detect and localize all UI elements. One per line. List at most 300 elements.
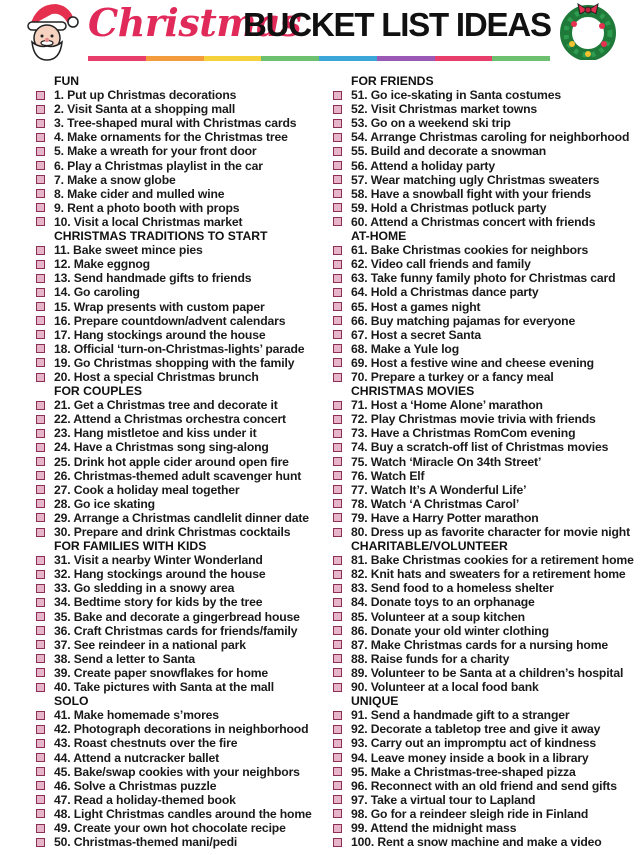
list-item-text: 83. Send food to a homeless shelter: [351, 581, 554, 596]
list-item: [333, 497, 633, 511]
checkbox[interactable]: [36, 119, 45, 128]
list-item-text: 33. Go sledding in a snowy area: [54, 581, 235, 596]
list-item: [36, 553, 336, 567]
list-item-text: 36. Craft Christmas cards for friends/family: [54, 623, 298, 638]
section-heading: FOR COUPLES: [54, 384, 143, 399]
list-item: [36, 666, 336, 680]
checkbox[interactable]: [333, 217, 342, 226]
list-item-text: 50. Christmas-themed mani/pedi: [54, 835, 238, 850]
list-item-text: 5. Make a wreath for your front door: [54, 144, 257, 159]
list-item-text: 53. Go on a weekend ski trip: [351, 116, 511, 131]
list-item-text: 67. Host a secret Santa: [351, 327, 481, 342]
list-item-text: 41. Make homemade s’mores: [54, 708, 219, 723]
list-item-text: 16. Prepare countdown/advent calendars: [54, 313, 286, 328]
checkbox[interactable]: [36, 471, 45, 480]
list-item-text: 80. Dress up as favorite character for movie night: [351, 525, 631, 539]
list-item-text: 58. Have a snowball fight with your friends: [351, 186, 592, 201]
section-heading: FUN: [54, 74, 80, 88]
list-item-text: 22. Attend a Christmas orchestra concert: [54, 412, 286, 427]
checkbox[interactable]: [333, 584, 342, 593]
list-item-text: 15. Wrap presents with custom paper: [54, 299, 265, 314]
list-item-text: 45. Bake/swap cookies with your neighbors: [54, 764, 300, 779]
list-item: [333, 793, 633, 807]
list-item-text: 1. Put up Christmas decorations: [54, 88, 237, 103]
list-item: [333, 525, 633, 539]
list-item-text: 3. Tree-shaped mural with Christmas cards: [54, 116, 297, 131]
checkbox[interactable]: [333, 838, 342, 847]
list-item: [333, 736, 633, 750]
list-item-text: 30. Prepare and drink Christmas cocktails: [54, 525, 291, 539]
list-item-text: 64. Hold a Christmas dance party: [351, 285, 539, 300]
checkbox[interactable]: [333, 330, 342, 339]
list-item: [333, 426, 633, 440]
checkbox[interactable]: [333, 725, 342, 734]
list-item-text: 99. Attend the midnight mass: [351, 820, 517, 835]
checkbox[interactable]: [36, 598, 45, 607]
list-item-text: 87. Make Christmas cards for a nursing home: [351, 637, 609, 652]
list-item-text: 62. Video call friends and family: [351, 257, 531, 272]
color-bar-segment: [435, 56, 493, 61]
list-item-text: 18. Official ‘turn-on-Christmas-lights’ parade: [54, 341, 305, 356]
checkbox[interactable]: [333, 499, 342, 508]
list-item-text: 25. Drink hot apple cider around open fire: [54, 454, 289, 469]
checkbox[interactable]: [333, 373, 342, 382]
list-item: [333, 88, 633, 102]
page-title: BUCKET LIST IDEAS: [243, 6, 551, 43]
list-item: [333, 595, 633, 609]
list-item: [36, 159, 336, 173]
checkbox[interactable]: [36, 274, 45, 283]
checkbox[interactable]: [36, 711, 45, 720]
list-item-text: 86. Donate your old winter clothing: [351, 623, 549, 638]
list-item: [36, 779, 336, 793]
list-item: [333, 511, 633, 525]
checkbox[interactable]: [333, 513, 342, 522]
list-item: [333, 821, 633, 835]
list-item-text: 51. Go ice-skating in Santa costumes: [351, 88, 561, 103]
list-item-text: 13. Send handmade gifts to friends: [54, 271, 252, 286]
list-item: [333, 116, 633, 130]
list-item: [333, 483, 633, 497]
section-heading: FOR FRIENDS: [351, 74, 434, 88]
list-item-text: 42. Photograph decorations in neighborhood: [54, 722, 309, 737]
list-item: [36, 567, 336, 581]
checkbox[interactable]: [36, 147, 45, 156]
list-item: [333, 680, 633, 694]
list-item-text: 74. Buy a scratch-off list of Christmas movies: [351, 440, 609, 455]
checkbox[interactable]: [36, 246, 45, 255]
list-item-text: 20. Host a special Christmas brunch: [54, 369, 259, 384]
list-item: [36, 356, 336, 370]
checkbox[interactable]: [36, 91, 45, 100]
checkbox[interactable]: [36, 499, 45, 508]
checkbox[interactable]: [333, 443, 342, 452]
list-item: [36, 314, 336, 328]
checkbox[interactable]: [36, 654, 45, 663]
checkbox[interactable]: [333, 739, 342, 748]
color-bar-segment: [492, 56, 550, 61]
color-bar-segment: [146, 56, 204, 61]
list-item-text: 97. Take a virtual tour to Lapland: [351, 792, 536, 807]
list-item-text: 56. Attend a holiday party: [351, 158, 495, 173]
list-item-text: 76. Watch Elf: [351, 468, 425, 483]
checkbox[interactable]: [36, 330, 45, 339]
checkbox[interactable]: [36, 781, 45, 790]
list-item-text: 65. Host a games night: [351, 299, 481, 314]
list-item: [333, 666, 633, 680]
list-item-text: 7. Make a snow globe: [54, 172, 176, 187]
color-bar-segment: [88, 56, 146, 61]
list-item: [333, 708, 633, 722]
list-item: [333, 370, 633, 384]
list-item-text: 70. Prepare a turkey or a fancy meal: [351, 369, 554, 384]
right-column: [333, 74, 633, 849]
list-item: [333, 469, 633, 483]
list-item-text: 48. Light Christmas candles around the home: [54, 806, 312, 821]
section-heading: SOLO: [54, 694, 89, 709]
list-item: [333, 285, 633, 299]
checkbox[interactable]: [36, 443, 45, 452]
checkbox[interactable]: [333, 119, 342, 128]
list-item-text: 61. Bake Christmas cookies for neighbors: [351, 243, 589, 258]
list-item-text: 98. Go for a reindeer sleigh ride in Finland: [351, 806, 589, 821]
list-item: [333, 243, 633, 257]
checkbox[interactable]: [333, 753, 342, 762]
checkbox[interactable]: [36, 485, 45, 494]
list-item-text: 59. Hold a Christmas potluck party: [351, 200, 547, 215]
checkbox[interactable]: [36, 513, 45, 522]
list-item-text: 96. Reconnect with an old friend and send gifts: [351, 778, 617, 793]
list-item-text: 39. Create paper snowflakes for home: [54, 665, 269, 680]
checkbox[interactable]: [36, 668, 45, 677]
section-heading: CHARITABLE/VOLUNTEER: [351, 539, 508, 554]
list-item-text: 17. Hang stockings around the house: [54, 327, 266, 342]
list-item: [36, 300, 336, 314]
list-item: [36, 610, 336, 624]
checkbox[interactable]: [333, 288, 342, 297]
checkbox[interactable]: [36, 626, 45, 635]
checkbox[interactable]: [333, 274, 342, 283]
list-item: [36, 215, 336, 229]
list-item: [333, 412, 633, 426]
checkbox[interactable]: [36, 528, 45, 537]
list-item-text: 8. Make cider and mulled wine: [54, 186, 225, 201]
checkbox[interactable]: [333, 175, 342, 184]
checkbox[interactable]: [36, 189, 45, 198]
checkbox[interactable]: [333, 598, 342, 607]
checkbox[interactable]: [333, 795, 342, 804]
list-item-text: 90. Volunteer at a local food bank: [351, 680, 539, 695]
checkbox[interactable]: [333, 711, 342, 720]
list-item-text: 40. Take pictures with Santa at the mall: [54, 680, 274, 695]
checkbox[interactable]: [36, 767, 45, 776]
list-item: [36, 595, 336, 609]
list-item: [36, 680, 336, 694]
checkbox[interactable]: [36, 824, 45, 833]
list-item: [36, 793, 336, 807]
checkbox[interactable]: [333, 471, 342, 480]
list-item-text: 47. Read a holiday-themed book: [54, 792, 236, 807]
checkbox[interactable]: [333, 105, 342, 114]
checkbox[interactable]: [333, 358, 342, 367]
list-item-text: 73. Have a Christmas RomCom evening: [351, 426, 576, 441]
list-item: [333, 779, 633, 793]
list-item: [36, 525, 336, 539]
list-item: [333, 215, 633, 229]
list-item: [333, 807, 633, 821]
list-item-text: 26. Christmas-themed adult scavenger hunt: [54, 468, 302, 483]
list-item: [36, 144, 336, 158]
checkbox[interactable]: [36, 838, 45, 847]
list-item-text: 28. Go ice skating: [54, 496, 155, 511]
list-item: [36, 835, 336, 849]
checkbox[interactable]: [36, 640, 45, 649]
checkbox[interactable]: [333, 415, 342, 424]
list-item-text: 63. Take funny family photo for Christmas card: [351, 271, 616, 286]
checkbox[interactable]: [333, 824, 342, 833]
list-item-text: 4. Make ornaments for the Christmas tree: [54, 130, 288, 145]
list-item: [36, 271, 336, 285]
list-item-text: 79. Have a Harry Potter marathon: [351, 510, 539, 525]
list-item-text: 21. Get a Christmas tree and decorate it: [54, 398, 278, 413]
checkbox[interactable]: [333, 626, 342, 635]
checkbox[interactable]: [333, 246, 342, 255]
checkbox[interactable]: [333, 767, 342, 776]
checkbox[interactable]: [333, 809, 342, 818]
checkbox[interactable]: [333, 189, 342, 198]
list-item-text: 78. Watch ‘A Christmas Carol’: [351, 496, 520, 511]
checkbox[interactable]: [333, 133, 342, 142]
list-item: [36, 722, 336, 736]
list-item-text: 68. Make a Yule log: [351, 341, 460, 356]
list-item: [36, 412, 336, 426]
checkbox[interactable]: [36, 203, 45, 212]
list-item: [333, 835, 633, 849]
checkbox[interactable]: [36, 753, 45, 762]
list-item-text: 31. Visit a nearby Winter Wonderland: [54, 553, 263, 568]
checkbox[interactable]: [36, 105, 45, 114]
list-item-text: 12. Make eggnog: [54, 257, 150, 272]
list-item: [333, 173, 633, 187]
list-item: [333, 553, 633, 567]
checkbox[interactable]: [333, 302, 342, 311]
checkbox[interactable]: [333, 528, 342, 537]
checkbox[interactable]: [333, 260, 342, 269]
list-item-text: 10. Visit a local Christmas market: [54, 214, 243, 229]
checkbox[interactable]: [36, 795, 45, 804]
list-item-text: 77. Watch It’s A Wonderful Life’: [351, 482, 527, 497]
list-item: [333, 159, 633, 173]
list-item-text: 84. Donate toys to an orphanage: [351, 595, 535, 610]
list-item: [333, 257, 633, 271]
list-item: [36, 342, 336, 356]
checkbox[interactable]: [36, 217, 45, 226]
list-item: [36, 469, 336, 483]
checkbox[interactable]: [36, 358, 45, 367]
section-heading: UNIQUE: [351, 694, 399, 709]
checkbox[interactable]: [36, 401, 45, 410]
checkbox[interactable]: [36, 302, 45, 311]
list-item: [333, 581, 633, 595]
list-item-text: 82. Knit hats and sweaters for a retirement home: [351, 567, 626, 582]
checkbox[interactable]: [36, 373, 45, 382]
list-item-text: 93. Carry out an impromptu act of kindness: [351, 736, 596, 751]
checkbox[interactable]: [36, 809, 45, 818]
list-item: [333, 610, 633, 624]
list-item: [333, 328, 633, 342]
checkbox[interactable]: [36, 725, 45, 734]
list-item: [36, 736, 336, 750]
checkbox[interactable]: [36, 161, 45, 170]
checkbox[interactable]: [333, 654, 342, 663]
list-item-text: 35. Bake and decorate a gingerbread house: [54, 609, 300, 624]
list-item: [333, 342, 633, 356]
list-item: [333, 652, 633, 666]
list-item-text: 75. Watch ‘Miracle On 34th Street’: [351, 454, 542, 469]
list-item: [36, 455, 336, 469]
color-divider: [88, 56, 550, 61]
list-item-text: 85. Volunteer at a soup kitchen: [351, 609, 525, 624]
checkbox[interactable]: [36, 415, 45, 424]
checkbox[interactable]: [333, 147, 342, 156]
list-item-text: 37. See reindeer in a national park: [54, 637, 246, 652]
color-bar-segment: [319, 56, 377, 61]
list-item: [333, 722, 633, 736]
checkbox[interactable]: [333, 203, 342, 212]
list-item-text: 100. Rent a snow machine and make a video: [351, 835, 602, 850]
list-item: [36, 370, 336, 384]
list-item: [36, 624, 336, 638]
checkbox[interactable]: [333, 612, 342, 621]
section-heading: FOR FAMILIES WITH KIDS: [54, 539, 207, 554]
list-item: [36, 426, 336, 440]
list-item-text: 23. Hang mistletoe and kiss under it: [54, 426, 257, 441]
checkbox[interactable]: [36, 175, 45, 184]
list-item: [333, 356, 633, 370]
list-item: [333, 201, 633, 215]
checkbox[interactable]: [333, 640, 342, 649]
checkbox[interactable]: [333, 556, 342, 565]
list-item: [36, 173, 336, 187]
list-item-text: 91. Send a handmade gift to a stranger: [351, 708, 570, 723]
checkbox[interactable]: [36, 288, 45, 297]
list-item-text: 60. Attend a Christmas concert with friends: [351, 214, 596, 229]
checkbox[interactable]: [36, 570, 45, 579]
page-header: [0, 0, 640, 62]
list-item: [36, 187, 336, 201]
list-item-text: 71. Host a ‘Home Alone’ marathon: [351, 398, 543, 413]
left-column: [36, 74, 336, 849]
list-item-text: 69. Host a festive wine and cheese evening: [351, 355, 594, 370]
checkbox[interactable]: [333, 316, 342, 325]
list-item: [36, 102, 336, 116]
list-item-text: 27. Cook a holiday meal together: [54, 482, 240, 497]
list-item-text: 95. Make a Christmas-tree-shaped pizza: [351, 764, 576, 779]
list-item: [333, 271, 633, 285]
checkbox[interactable]: [333, 457, 342, 466]
checkbox[interactable]: [333, 485, 342, 494]
checkbox[interactable]: [333, 781, 342, 790]
checkbox[interactable]: [333, 683, 342, 692]
checkbox[interactable]: [36, 612, 45, 621]
list-item-text: 57. Wear matching ugly Christmas sweaters: [351, 172, 600, 187]
list-item-text: 55. Build and decorate a snowman: [351, 144, 546, 159]
list-item-text: 49. Create your own hot chocolate recipe: [54, 820, 286, 835]
checkbox[interactable]: [333, 401, 342, 410]
list-item-text: 6. Play a Christmas playlist in the car: [54, 158, 263, 173]
checkbox[interactable]: [36, 133, 45, 142]
list-item-text: 43. Roast chestnuts over the fire: [54, 736, 238, 751]
checkbox[interactable]: [333, 570, 342, 579]
list-item-text: 29. Arrange a Christmas candlelit dinner date: [54, 510, 309, 525]
checkbox[interactable]: [36, 457, 45, 466]
list-item-text: 88. Raise funds for a charity: [351, 651, 510, 666]
list-item: [333, 765, 633, 779]
checkbox[interactable]: [36, 260, 45, 269]
checkbox[interactable]: [333, 668, 342, 677]
list-item: [333, 567, 633, 581]
list-item-text: 24. Have a Christmas song sing-along: [54, 440, 269, 455]
list-item: [36, 285, 336, 299]
list-item: [36, 497, 336, 511]
list-item-text: 54. Arrange Christmas caroling for neighborhood: [351, 130, 630, 145]
list-item: [333, 144, 633, 158]
wreath-icon: [558, 2, 618, 60]
list-item-text: 34. Bedtime story for kids by the tree: [54, 595, 263, 610]
list-item: [36, 511, 336, 525]
checkbox[interactable]: [36, 739, 45, 748]
list-item: [333, 102, 633, 116]
list-item-text: 9. Rent a photo booth with props: [54, 200, 240, 215]
list-item-text: 32. Hang stockings around the house: [54, 567, 266, 582]
list-item: [36, 821, 336, 835]
color-bar-segment: [204, 56, 262, 61]
title-script: Christmas: [88, 0, 301, 45]
checkbox[interactable]: [333, 344, 342, 353]
list-item-text: 94. Leave money inside a book in a library: [351, 750, 589, 765]
checkbox[interactable]: [333, 161, 342, 170]
list-item: [36, 328, 336, 342]
list-item-text: 11. Bake sweet mince pies: [54, 243, 203, 258]
list-item-text: 46. Solve a Christmas puzzle: [54, 778, 217, 793]
list-item: [36, 652, 336, 666]
color-bar-segment: [261, 56, 319, 61]
list-item: [36, 765, 336, 779]
list-item: [36, 88, 336, 102]
checkbox[interactable]: [333, 429, 342, 438]
list-item: [333, 455, 633, 469]
checkbox[interactable]: [36, 316, 45, 325]
checkbox[interactable]: [36, 344, 45, 353]
list-item: [36, 398, 336, 412]
list-item-text: 38. Send a letter to Santa: [54, 651, 196, 666]
list-item: [36, 483, 336, 497]
checkbox[interactable]: [333, 91, 342, 100]
checkbox[interactable]: [36, 584, 45, 593]
list-item-text: 89. Volunteer to be Santa at a children’s hospital: [351, 665, 624, 680]
list-item-text: 66. Buy matching pajamas for everyone: [351, 313, 576, 328]
list-item: [36, 116, 336, 130]
checkbox[interactable]: [36, 429, 45, 438]
list-item: [333, 638, 633, 652]
list-item-text: 52. Visit Christmas market towns: [351, 102, 537, 117]
section-heading: CHRISTMAS MOVIES: [351, 384, 475, 399]
checkbox[interactable]: [36, 683, 45, 692]
santa-icon: [22, 0, 80, 62]
list-item: [36, 130, 336, 144]
checkbox[interactable]: [36, 556, 45, 565]
list-item: [36, 708, 336, 722]
